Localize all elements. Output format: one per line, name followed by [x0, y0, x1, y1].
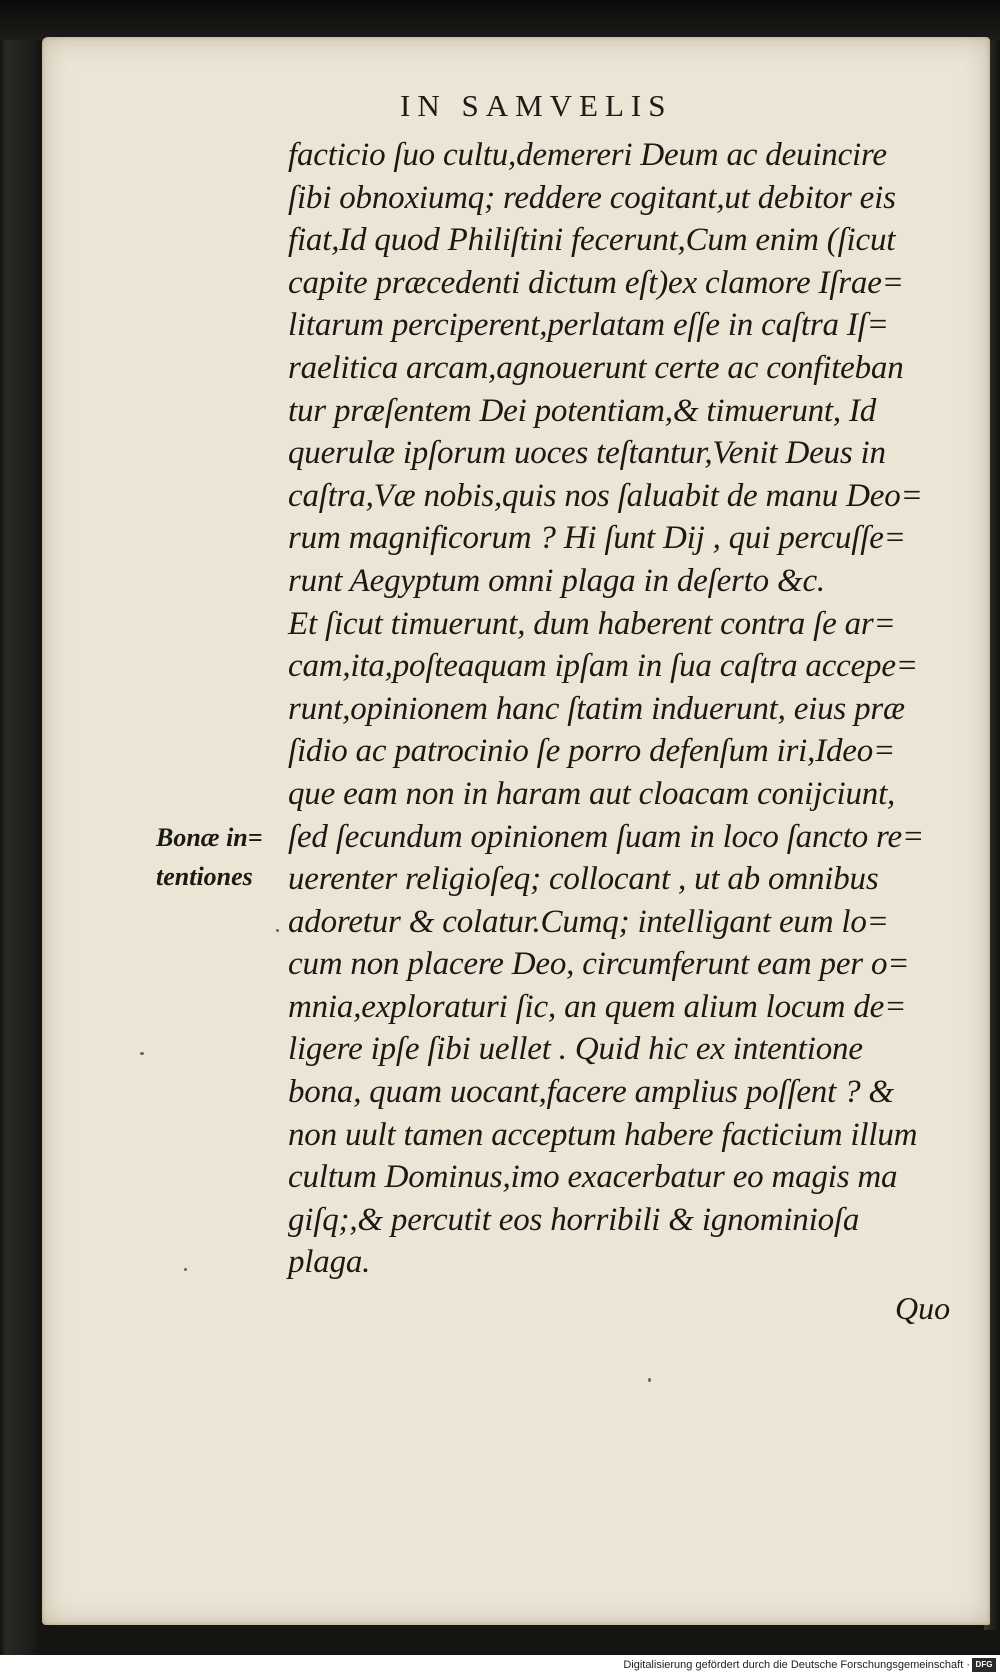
margin-note-line: Bonæ in=: [156, 823, 263, 852]
text-line: cum non placere Deo, circumferunt eam per o=: [288, 946, 910, 983]
text-line: fiat,Id quod Philiſtini fecerunt,Cum enim (ſicut: [288, 222, 896, 259]
text-line: bona, quam uocant,facere amplius poſſent ? &: [288, 1074, 894, 1111]
text-line: cultum Dominus,imo exacerbatur eo magis ma: [288, 1159, 898, 1196]
text-line: Et ſicut timuerunt, dum haberent contra ſe ar=: [288, 605, 896, 642]
ink-speck: [276, 929, 279, 932]
text-line: plaga.: [288, 1244, 371, 1281]
text-line: tur præſentem Dei potentiam,& timuerunt, Id: [288, 392, 877, 429]
text-line: ſed ſecundum opinionem ſuam in loco ſancto re=: [288, 818, 924, 855]
dfg-logo: DFG: [972, 1658, 996, 1672]
text-line: litarum perciperent,perlatam eſſe in caſtra Iſ=: [288, 307, 889, 344]
text-line: caſtra,Væ nobis,quis nos ſaluabit de manu Deo=: [288, 477, 923, 514]
text-line: facticio ſuo cultu,demereri Deum ac deuincire: [288, 137, 887, 173]
book-top-edge: [0, 0, 1000, 40]
ink-speck: [648, 1378, 651, 1382]
text-line: uerenter religioſeq; collocant , ut ab omnibus: [288, 861, 879, 898]
text-line: ligere ipſe ſibi uellet . Quid hic ex intentione: [288, 1031, 863, 1068]
text-line: ſidio ac patrocinio ſe porro defenſum iri,Ideo=: [288, 733, 896, 770]
text-line: runt Aegyptum omni plaga in deſerto &c.: [288, 562, 825, 599]
text-line: rum magnificorum ? Hi ſunt Dij , qui percuſſe=: [288, 520, 906, 557]
body-text: [288, 134, 968, 1284]
text-line: querulæ ipſorum uoces teſtantur,Venit Deus in: [288, 435, 886, 472]
catchword: Quo: [895, 1290, 951, 1326]
margin-note: [156, 818, 284, 896]
text-line: runt,opinionem hanc ſtatim induerunt, eius præ: [288, 690, 905, 727]
text-line: capite præcedenti dictum eſt)ex clamore Iſrae=: [288, 264, 904, 301]
text-line: non uult tamen acceptum habere facticium illum: [288, 1116, 918, 1153]
text-line: adoretur & colatur.Cumq; intelligant eum lo=: [288, 903, 889, 940]
text-line: que eam non in haram aut cloacam conijciunt,: [288, 775, 896, 812]
text-line: ſibi obnoxiumq; reddere cogitant,ut debitor eis: [288, 179, 896, 216]
text-line: raelitica arcam,agnouerunt certe ac confiteban: [288, 349, 904, 386]
text-line: mnia,exploraturi ſic, an quem alium locum de=: [288, 988, 907, 1025]
ink-speck: [140, 1052, 144, 1055]
margin-note-line: tentiones: [156, 862, 253, 891]
ink-speck: [184, 1268, 187, 1271]
text-line: giſq;,& percutit eos horribili & ignominioſa: [288, 1201, 860, 1238]
text-line: cam,ita,poſteaquam ipſam in ſua caſtra accepe=: [288, 648, 918, 685]
running-head: IN SAMVELIS: [400, 88, 673, 123]
funding-credit: Digitalisierung gefördert durch die Deutsche Forschungsgemeinschaft ·: [623, 1659, 970, 1671]
